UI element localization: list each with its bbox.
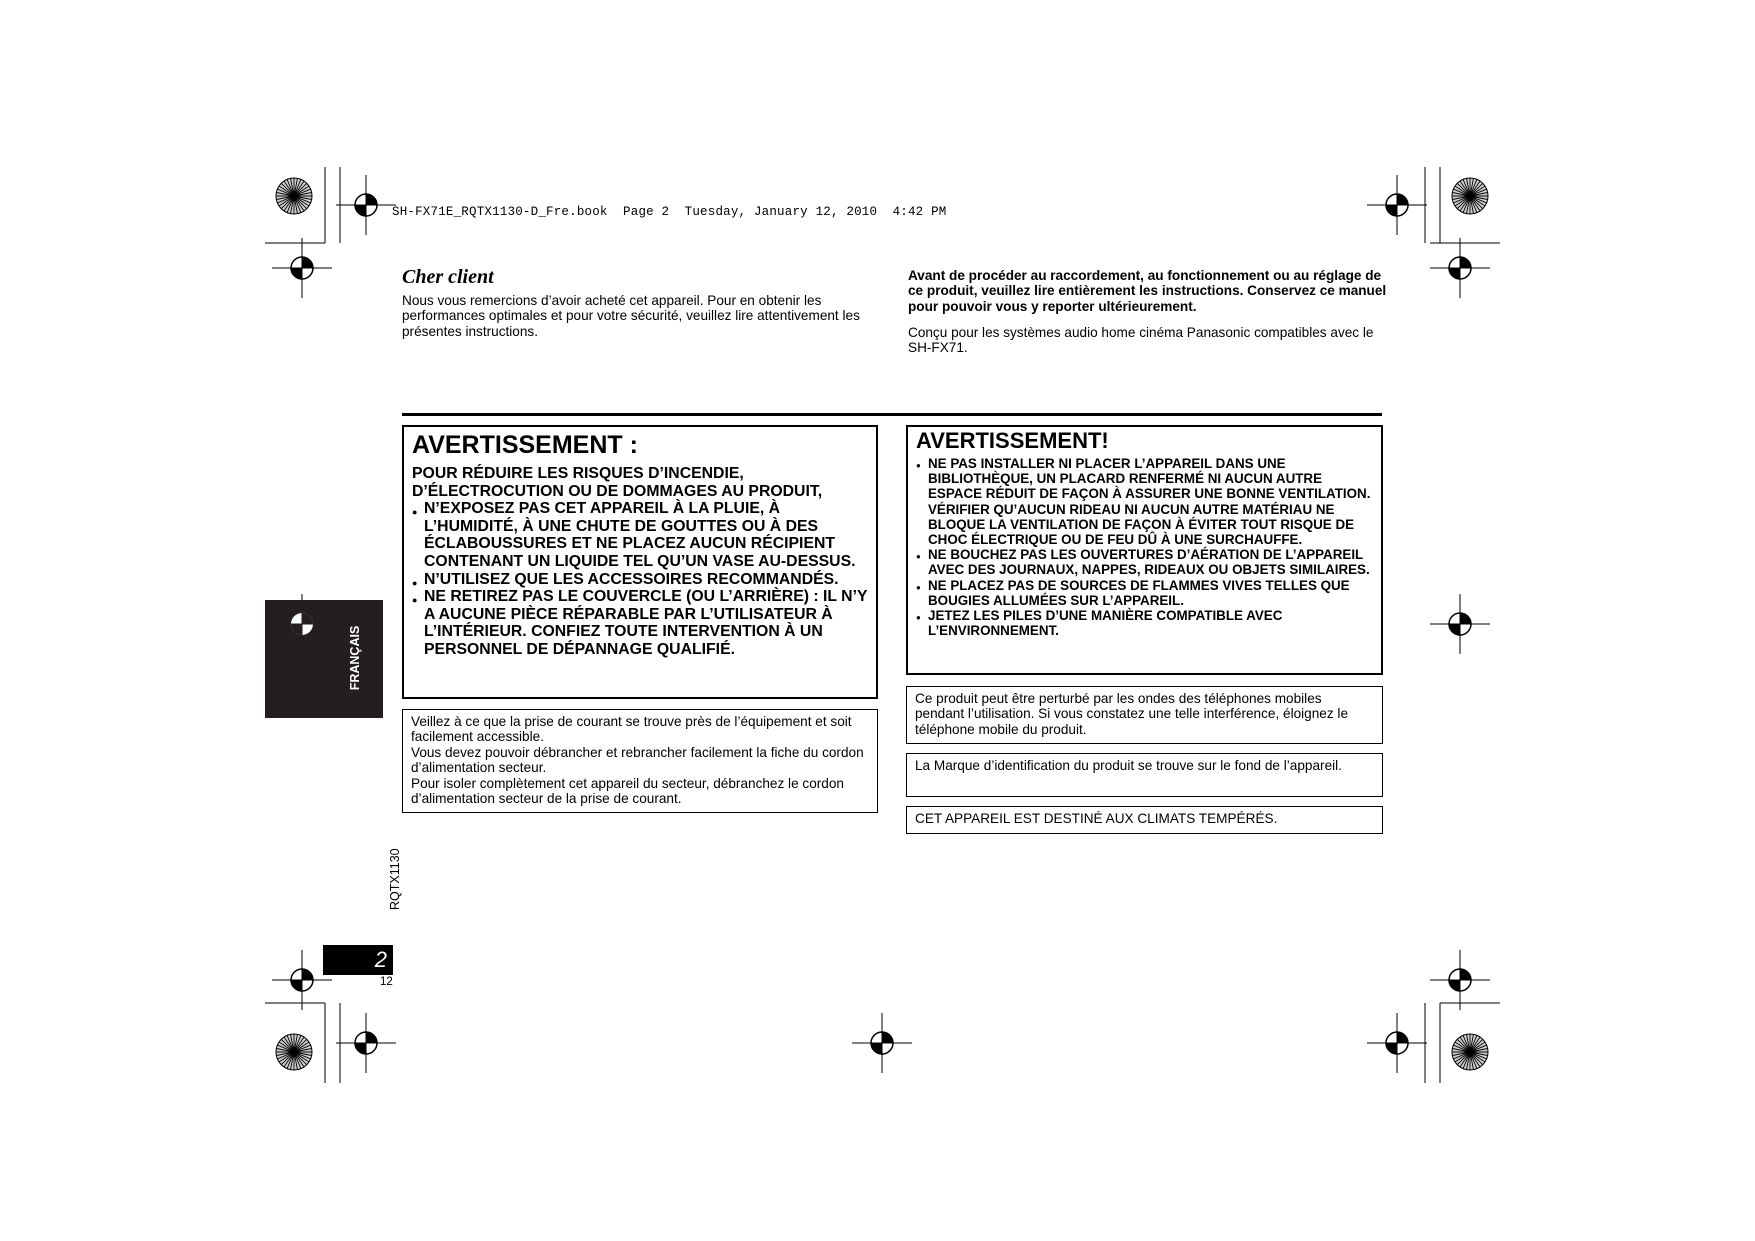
list-item: ● N’UTILISEZ QUE LES ACCESSOIRES RECOMMANDÉS. <box>412 571 868 589</box>
list-item: ● NE PAS INSTALLER NI PLACER L’APPAREIL DANS UNE BIBLIOTHÈQUE, UN PLACARD RENFERMÉ NI AUCUN AUTRE ESPACE RÉDUIT DE FAÇON À ASSURER UNE BONNE VENTILATION. VÉRIFIER QU’AUCUN RIDEAU NI AUCUN AUTRE MATÉRIAU NE BLOQUE LA VENTILATION DE FAÇON À ÉVITER TOUT RISQUE DE CHOC ÉLECTRIQUE OU DE FEU DÛ À UNE SURCHAUFFE. <box>916 456 1373 547</box>
note-line: Veillez à ce que la prise de courant se trouve près de l’équipement et soit facilement accessible. <box>411 714 852 745</box>
warning-right-heading: AVERTISSEMENT! <box>916 428 1109 453</box>
section-divider <box>402 413 1382 416</box>
warning-box-left <box>402 425 878 699</box>
language-label: FRANÇAIS <box>348 625 362 691</box>
warning-left-lead: POUR RÉDUIRE LES RISQUES D’INCENDIE, D’ÉLECTROCUTION OU DE DOMMAGES AU PRODUIT, <box>412 465 823 500</box>
climate-note: CET APPAREIL EST DESTINÉ AUX CLIMATS TEMPÉRÉS. <box>906 806 1383 834</box>
warning-box-right <box>906 425 1383 675</box>
power-outlet-note <box>402 709 878 813</box>
page-sub-number: 12 <box>380 976 393 988</box>
warning-right-list <box>916 456 1373 638</box>
list-item: ● N’EXPOSEZ PAS CET APPAREIL À LA PLUIE, À L’HUMIDITÉ, À UNE CHUTE DE GOUTTES OU À DES ÉCLABOUSSURES ET NE PLACEZ AUCUN RÉCIPIENT CONTENANT UN LIQUIDE TEL QU’UN VASE AU-DESSUS. <box>412 500 868 570</box>
page-number: 2 <box>374 947 387 972</box>
file-header: SH-FX71E_RQTX1130-D_Fre.book Page 2 Tuesday, January 12, 2010 4:42 PM <box>392 205 947 219</box>
note-line: Pour isoler complètement cet appareil du secteur, débranchez le cordon d’alimentation secteur de la prise de courant. <box>411 775 844 807</box>
list-item: ● NE BOUCHEZ PAS LES OUVERTURES D’AÉRATION DE L’APPAREIL AVEC DES JOURNAUX, NAPPES, RIDEAUX OU OBJETS SIMILAIRES. <box>916 547 1373 577</box>
intro-instructions-bold: Avant de procéder au raccordement, au fonctionnement ou au réglage de ce produit, veuillez lire entièrement les instructions. Conservez ce manuel pour pouvoir vous y reporter ultérieurement. <box>908 268 1387 314</box>
crosshair-icon <box>287 609 317 639</box>
intro-text: Nous vous remercions d’avoir acheté cet appareil. Pour en obtenir les performances optimales et pour votre sécurité, veuillez lire attentivement les présentes instructions. <box>402 293 860 339</box>
intro-compatibility-text: Conçu pour les systèmes audio home cinéma Panasonic compatibles avec le SH-FX71. <box>908 325 1374 356</box>
list-item: ● JETEZ LES PILES D’UNE MANIÈRE COMPATIBLE AVEC L’ENVIRONNEMENT. <box>916 608 1373 638</box>
mobile-phone-note: Ce produit peut être perturbé par les ondes des téléphones mobiles pendant l’utilisation. Si vous constatez une telle interférence, éloignez le téléphone mobile du produit. <box>906 686 1383 744</box>
identification-mark-note: La Marque d’identification du produit se trouve sur le fond de l’appareil. <box>906 753 1383 797</box>
note-line: Vous devez pouvoir débrancher et rebrancher facilement la fiche du cordon d’alimentation secteur. <box>411 744 864 776</box>
warning-left-list <box>412 500 868 658</box>
document-code: RQTX1130 <box>388 848 402 910</box>
list-item: ● NE RETIREZ PAS LE COUVERCLE (OU L’ARRIÈRE) : IL N’Y A AUCUNE PIÈCE RÉPARABLE PAR L’UTILISATEUR À L’INTÉRIEUR. CONFIEZ TOUTE INTERVENTION À UN PERSONNEL DE DÉPANNAGE QUALIFIÉ. <box>412 588 868 658</box>
warning-left-heading: AVERTISSEMENT : <box>412 431 638 459</box>
language-tab <box>265 600 383 718</box>
intro-title: Cher client <box>402 266 494 288</box>
list-item: ● NE PLACEZ PAS DE SOURCES DE FLAMMES VIVES TELLES QUE BOUGIES ALLUMÉES SUR L’APPAREIL. <box>916 578 1373 608</box>
